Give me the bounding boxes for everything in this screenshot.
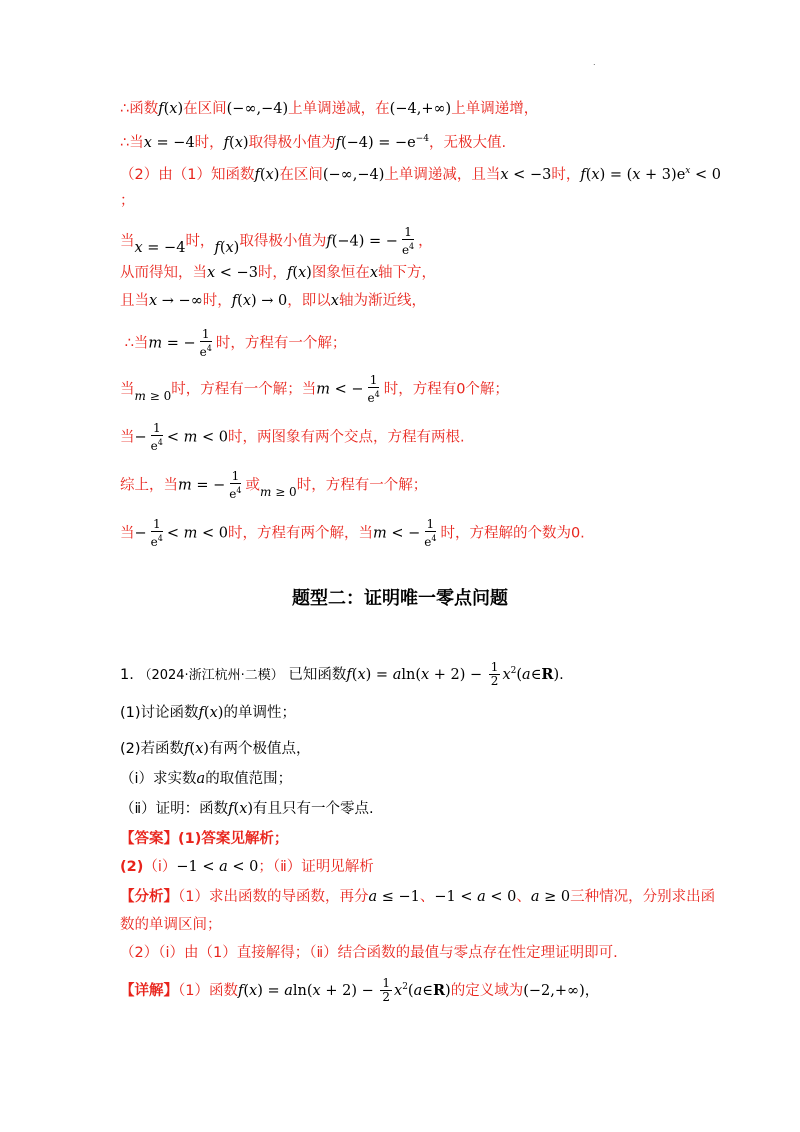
solution-line-12: 当− $\frac{1}{e^4}$ < m < 0时，方程有两个解，当m < − $\frac{1}{e^4}$ 时，方程解的个数为0. xyxy=(120,517,585,549)
solution-line-1: ∴函数f(x)在区间(−∞,−4)上单调递减，在(−4,+∞)上单调递增， xyxy=(120,101,539,117)
problem-part2: (2)若函数f(x)有两个极值点， xyxy=(120,741,311,757)
solution-line-11: 综上，当m = − $\frac{1}{e^4}$ 或$_m$ $_{\ge 0}$时，方程有一个解； xyxy=(120,469,428,501)
section-title: 题型二：证明唯一零点问题 xyxy=(292,588,508,609)
problem-number: 1. xyxy=(120,666,134,683)
detail-line-1: 【详解】（1）函数f(x) = aln(x + 2) − $\frac{1}{2}$ $x^2(a\in R)$的定义域为(−2,+∞)， xyxy=(120,976,600,1005)
solution-line-6: 从而得知，当x < −3时，f(x)图象恒在x轴下方， xyxy=(120,265,437,281)
problem-source: （2024·浙江杭州·二模） xyxy=(138,667,284,683)
solution-line-2: ∴当x = −4时，f(x)取得极小值为$f(-4) = -e^{-4}$，无极大值. xyxy=(120,134,507,151)
problem-part1: (1)讨论函数f(x)的单调性； xyxy=(120,705,296,721)
problem-part2-ii: （ⅱ）证明：函数f(x)有且只有一个零点. xyxy=(120,801,374,817)
solution-line-10: 当− $\frac{1}{e^4}$ < m < 0时，两图象有两个交点，方程有两根. xyxy=(120,421,465,453)
solution-line-3: （2）由（1）知函数f(x)在区间(−∞,−4)上单调递减，且当x < −3时，$f(x) = (x + 3)e^x < 0$ xyxy=(120,166,721,183)
page-mark: . xyxy=(593,58,596,67)
problem-stem: 1. （2024·浙江杭州·二模） 已知函数f(x) = aln(x + 2) − $\frac{1}{2}$ $x^2(a\in R)$. xyxy=(120,660,564,689)
solution-line-4: ； xyxy=(120,193,135,209)
answer-line-2: (2)（ⅰ）−1 < a < 0；（ⅱ）证明见解析 xyxy=(120,859,374,875)
detail-label: 【详解】 xyxy=(120,982,178,999)
analysis-line-3: （2）（ⅰ）由（1）直接解得；（ⅱ）结合函数的最值与零点存在性定理证明即可. xyxy=(120,945,618,961)
analysis-label: 【分析】 xyxy=(120,889,178,905)
solution-line-8: ∴当m = − $\frac{1}{e^4}$ 时，方程有一个解； xyxy=(120,327,347,359)
solution-line-5: 当x = −4时，f(x)取得极小值为f(−4) = − $\frac{1}{e^4}$ ， xyxy=(120,225,433,257)
problem-part2-i: （ⅰ）求实数a的取值范围； xyxy=(120,771,293,787)
solution-line-9: 当$_m$ $_{\ge 0}$时，方程有一个解；当m < − $\frac{1}{e^4}$ 时，方程有0个解； xyxy=(120,373,509,405)
answer-label: 【答案】 xyxy=(120,831,178,847)
answer-line-1: 【答案】(1)答案见解析； xyxy=(120,831,289,847)
analysis-line-1: 【分析】（1）求出函数的导函数，再分a ≤ −1、−1 < a < 0、a ≥ 0三种情况，分别求出函 xyxy=(120,889,716,905)
solution-line-7: 且当x → −∞时，f(x) → 0，即以x轴为渐近线， xyxy=(120,293,426,309)
analysis-line-2: 数的单调区间； xyxy=(120,917,222,933)
